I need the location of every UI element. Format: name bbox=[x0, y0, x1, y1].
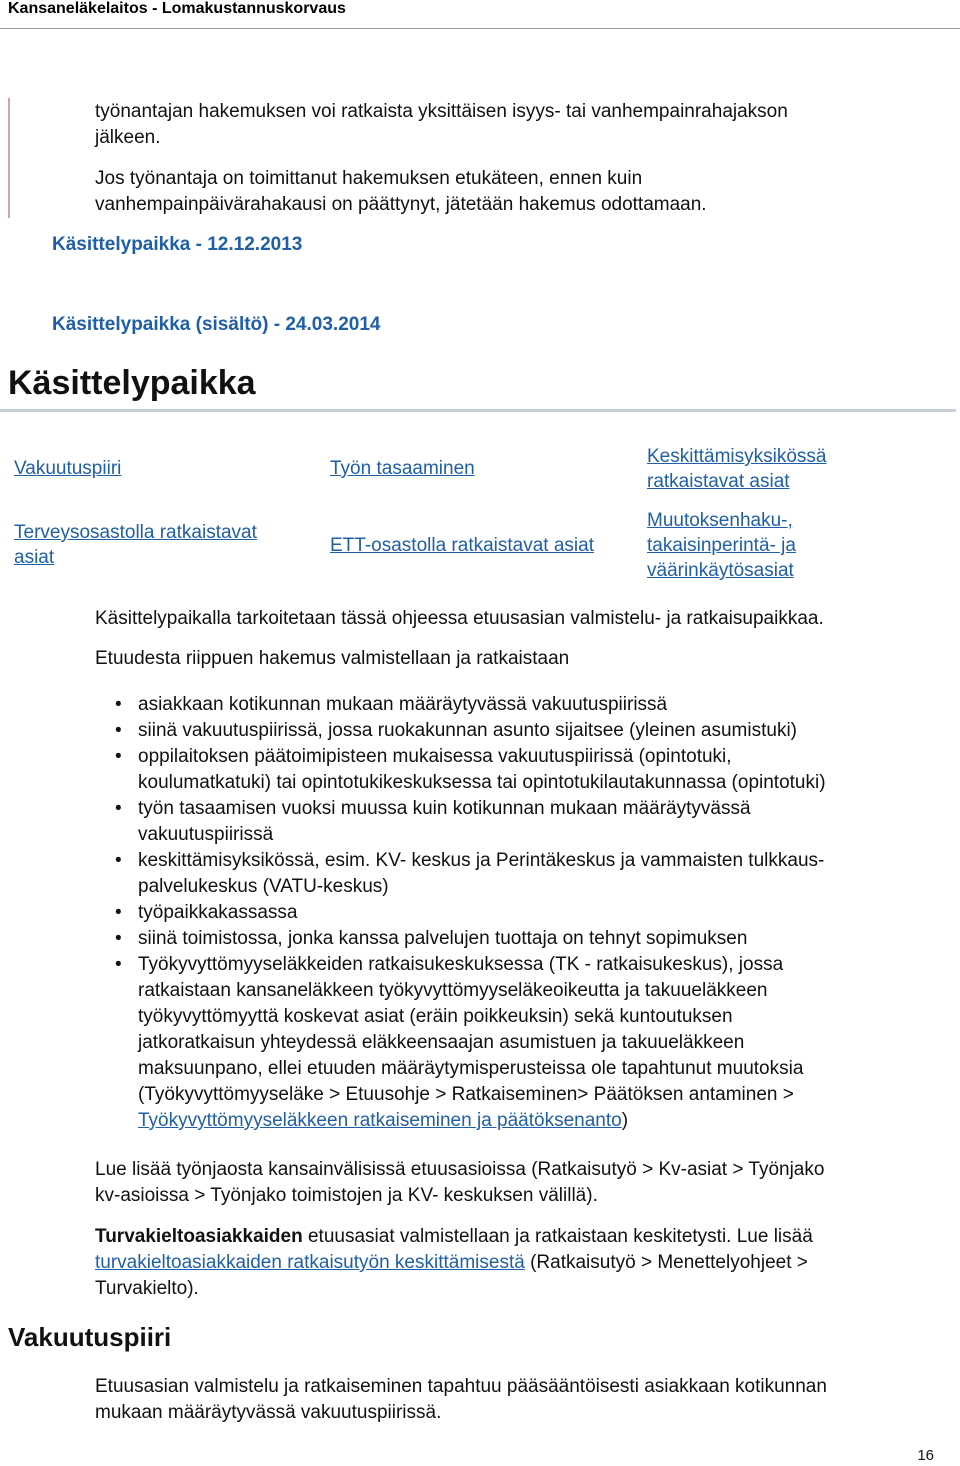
closing-paren: ) bbox=[621, 1110, 629, 1131]
metadata-heading-content-date: Käsittelypaikka (sisältö) - 24.03.2014 bbox=[52, 314, 381, 335]
toc-link-line: ratkaistavat asiat bbox=[647, 471, 790, 492]
section-title: Käsittelypaikka bbox=[8, 364, 256, 402]
list-item: • oppilaitoksen päätoimipisteen mukaisessa vakuutuspiirissä (opintotuki, koulumatkatuki) tai opintotukikeskuksessa tai opintotukilautakunnassa (opintotuki) bbox=[95, 744, 955, 796]
subsection-paragraph bbox=[95, 1374, 827, 1426]
intro-line: työnantajan hakemuksen voi ratkaista yksittäisen isyys- tai vanhempainrahajakson bbox=[95, 101, 788, 122]
paragraph-line: mukaan määräytyvässä vakuutuspiirissä. bbox=[95, 1402, 442, 1423]
lead-paragraph-2: Etuudesta riippuen hakemus valmistellaan ja ratkaistaan bbox=[95, 648, 570, 669]
toc-link-tyon-tasaaminen[interactable]: Työn tasaaminen bbox=[330, 458, 475, 479]
intro-paragraph-1 bbox=[95, 99, 788, 151]
list-item: • työn tasaamisen vuoksi muussa kuin kotikunnan mukaan määräytyvässä vakuutuspiirissä bbox=[95, 796, 955, 848]
metadata-heading-date: Käsittelypaikka - 12.12.2013 bbox=[52, 234, 303, 255]
toc-link-keskittamisyksikko[interactable] bbox=[647, 444, 827, 494]
list-item: • Työkyvyttömyyseläkkeiden ratkaisukeskuksessa (TK - ratkaisukeskus), jossa ratkaistaan kansaneläkkeen työkyvyttömyyseläkeoikeutta ja takuueläkkeen työkyvyttömyyttä koskevat asiat (eräin poikkeuksin) sekä kuntoutuksen jatkoratkaisun yhteydessä eläkkeensaajan asumistuen ja takuueläkkeen maksuunpano, ellei etuuden määräytymisperusteissa ole tapahtunut muutoksia (Työkyvyttömyyseläke > Etuusohje > Ratkaiseminen> Päätöksen antaminen > Työkyvyttömyyseläkkeen ratkaiseminen ja päätöksenanto) bbox=[95, 952, 955, 1134]
lead-paragraph: Käsittelypaikalla tarkoitetaan tässä ohjeessa etuusasian valmistelu- ja ratkaisupaikkaa. bbox=[95, 608, 824, 629]
handling-location-list bbox=[95, 692, 955, 1134]
toc-link-ett-osasto[interactable]: ETT-osastolla ratkaistavat asiat bbox=[330, 535, 594, 556]
bold-term: Turvakieltoasiakkaiden bbox=[95, 1226, 303, 1247]
section-title-underline bbox=[0, 409, 956, 412]
toc-link-line: Keskittämisyksikössä bbox=[647, 446, 827, 467]
toc-link-line: Muutoksenhaku-, bbox=[647, 510, 793, 531]
intro-paragraph-2 bbox=[95, 166, 707, 218]
toc-link-line: takaisinperintä- ja bbox=[647, 535, 796, 556]
list-item: • keskittämisyksikössä, esim. KV- keskus ja Perintäkeskus ja vammaisten tulkkaus- palvelukeskus (VATU-keskus) bbox=[95, 848, 955, 900]
document-header-title: Kansaneläkelaitos - Lomakustannuskorvaus bbox=[8, 0, 346, 17]
subsection-title: Vakuutuspiiri bbox=[8, 1322, 172, 1352]
paragraph-text: etuusasiat valmistellaan ja ratkaistaan keskitetysti. Lue lisää bbox=[302, 1226, 813, 1247]
intro-line: Jos työnantaja on toimittanut hakemuksen etukäteen, ennen kuin bbox=[95, 168, 643, 189]
list-item: • työpaikkakassassa bbox=[95, 900, 955, 926]
toc-link-terveysosasto[interactable] bbox=[14, 520, 257, 570]
revision-change-bar bbox=[8, 98, 10, 218]
list-item: • siinä toimistossa, jonka kanssa palvelujen tuottaja on tehnyt sopimuksen bbox=[95, 926, 955, 952]
security-ban-paragraph bbox=[95, 1224, 935, 1302]
toc-link-line: Terveysosastolla ratkaistavat bbox=[14, 522, 257, 543]
link-turvakielto-keskittaminen[interactable]: turvakieltoasiakkaiden ratkaisutyön keskittämisestä bbox=[95, 1252, 525, 1273]
link-tyokyvyttomyyselake-ratkaiseminen[interactable]: Työkyvyttömyyseläkkeen ratkaiseminen ja päätöksenanto bbox=[138, 1110, 622, 1131]
paragraph-line: Etuusasian valmistelu ja ratkaiseminen tapahtuu pääsääntöisesti asiakkaan kotikunnan bbox=[95, 1376, 827, 1397]
list-item: • asiakkaan kotikunnan mukaan määräytyvässä vakuutuspiirissä bbox=[95, 692, 955, 718]
paragraph-line: kv-asioissa > Työnjako toimistojen ja KV- keskuksen välillä). bbox=[95, 1185, 598, 1206]
paragraph-text: Turvakielto). bbox=[95, 1278, 199, 1299]
paragraph-text: (Ratkaisutyö > Menettelyohjeet > bbox=[524, 1252, 808, 1273]
intro-line: vanhempainpäivärahakausi on päättynyt, jätetään hakemus odottamaan. bbox=[95, 194, 707, 215]
page-number: 16 bbox=[917, 1447, 934, 1464]
intro-line: jälkeen. bbox=[95, 127, 161, 148]
toc-link-line: väärinkäytösasiat bbox=[647, 560, 794, 581]
international-paragraph bbox=[95, 1157, 824, 1209]
paragraph-line: Lue lisää työnjaosta kansainvälisissä etuusasioissa (Ratkaisutyö > Kv-asiat > Työnjako bbox=[95, 1159, 825, 1180]
list-item: • siinä vakuutuspiirissä, jossa ruokakunnan asunto sijaitsee (yleinen asumistuki) bbox=[95, 718, 955, 744]
header-divider bbox=[0, 28, 960, 29]
toc-link-muutoksenhaku[interactable] bbox=[647, 508, 796, 583]
toc-link-vakuutuspiiri[interactable]: Vakuutuspiiri bbox=[14, 458, 122, 479]
toc-link-line: asiat bbox=[14, 547, 55, 568]
